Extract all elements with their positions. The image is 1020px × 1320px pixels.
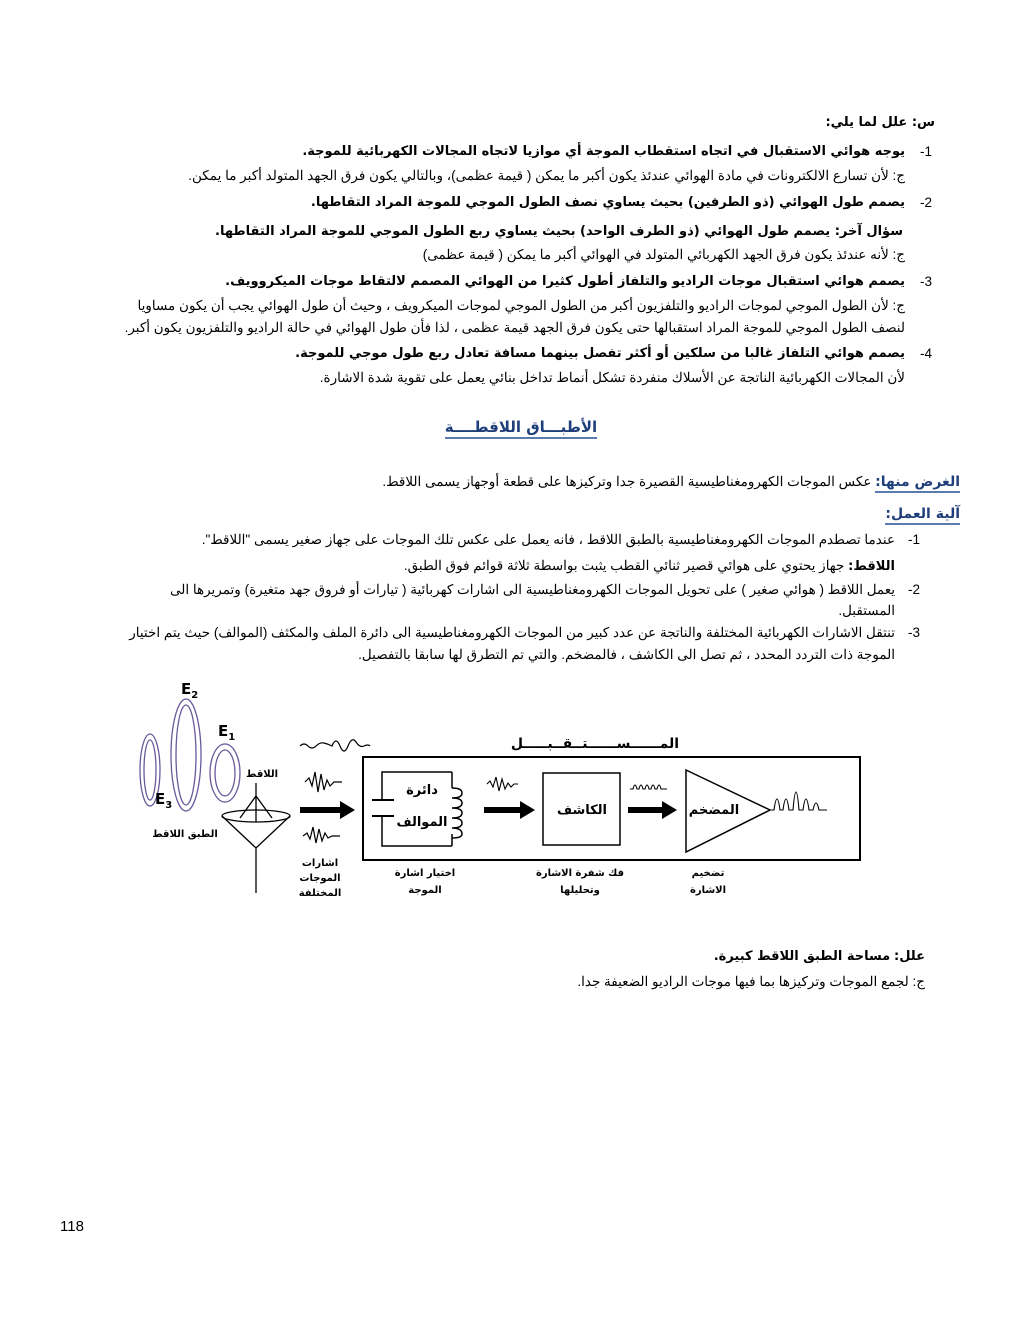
wave-signals-icon <box>300 740 370 843</box>
caption: تضخيم <box>691 868 725 879</box>
step-1: عندما تصطدم الموجات الكهرومغناطيسية بالطبق اللاقط ، فانه يعمل على عكس تلك الموجات على جهاز صغير يسمى "اللاقط". <box>201 532 895 547</box>
receiver-label: اللاقط <box>245 769 279 780</box>
item-number: -2 <box>920 195 933 210</box>
detector-label: الكاشف <box>556 803 608 818</box>
label-e1: $E_1$ <box>218 722 236 743</box>
receiver-box-title: المــــــســــــتــقــبـــــل <box>510 736 680 752</box>
caption: المختلفة <box>298 888 342 899</box>
item-number: -3 <box>920 274 933 289</box>
step-2-line: المستقبل. <box>838 603 895 618</box>
dish-antenna-icon <box>222 783 290 893</box>
step-2-line: يعمل اللاقط ( هوائي صغير ) على تحويل الموجات الكهرومغناطيسية الى اشارات كهربائية ( تيارات أو فروق جهد متغيرة) وتمريرها الى <box>169 582 895 597</box>
question-4: يصمم هوائي التلفاز غالبا من سلكين أو أكثر تفصل بينهما مسافة تعادل ربع طول موجي للموجة. <box>295 346 905 361</box>
answer-3-line: لنصف الطول الموجي للموجة المراد استقبالها حتى يكون فرق الجهد قيمة عظمى ، لذا فأن طول الهوائي في حالة الراديو والتلفزيون يكون أكبر. <box>124 320 905 335</box>
detected-signal-icon <box>630 785 667 789</box>
step-number: -2 <box>908 582 921 597</box>
other-text: يصمم طول الهوائي (ذو الطرف الواحد) بحيث يساوي ربع الطول الموجي للموجة المراد التقاطها. <box>215 224 831 239</box>
heading-rest: : علل لما يلي: <box>825 115 918 130</box>
section-title-text: الأطبـــاق اللاقطــــة <box>445 418 597 439</box>
answer-2: ج: لأنه عندئذ يكون فرق الجهد الكهربائي المتولد في الهوائي أكبر ما يمكن ( قيمة عظمى) <box>422 247 905 262</box>
caption: اختيار اشارة <box>394 868 456 879</box>
answer-4: لأن المجالات الكهربائية الناتجة عن الأسلاك منفردة تشكل أنماط تداخل بنائي يعمل على تقوية شدة الاشارة. <box>319 370 905 385</box>
label-e3: $E_3$ <box>155 790 173 811</box>
final-question <box>714 947 925 966</box>
amplifier-label: المضخم <box>688 803 740 818</box>
question-1: يوجه هوائي الاستقبال في اتجاه استقطاب الموجة أي موازيا لاتجاه المجالات الكهربائية للموجة. <box>302 144 905 159</box>
step-number: -1 <box>908 532 921 547</box>
final-question-label: علل: <box>894 949 925 964</box>
step-3-line: تنتقل الاشارات الكهربائية المختلفة والناتجة عن عدد كبير من الموجات الكهرومغناطيسية الى دائرة الملف والمكثف (الموالف) حيث يتم اختيار <box>129 625 895 640</box>
diagram-captions <box>299 858 726 899</box>
heading-bold: س <box>917 115 935 130</box>
caption: وتحليلها <box>560 885 600 896</box>
purpose-label: الغرض منها: <box>875 474 960 493</box>
dish-label: الطبق اللاقط <box>152 829 218 840</box>
step-number: -3 <box>908 625 921 640</box>
page-number: 118 <box>60 1218 84 1235</box>
question-2: يصمم طول الهوائي (ذو الطرفين) بحيث يساوي نصف الطول الموجي للموجة المراد التقاطها. <box>310 195 905 210</box>
caption: الموجات <box>299 873 341 884</box>
item-number: -1 <box>920 144 933 159</box>
caption: الاشارة <box>689 885 727 896</box>
receiver-def-label: اللاقط: <box>848 559 895 574</box>
step-3-line: الموجة ذات التردد المحدد ، ثم تصل الى الكاشف ، فالمضخم. والتي تم التطرق لها سابقا بالتفصيل. <box>358 647 895 662</box>
mechanism-label: آلية العمل: <box>885 506 960 525</box>
label-e2: $E_2$ <box>181 680 199 701</box>
answer-3-line: ج: لأن الطول الموجي لموجات الراديو والتلفزيون أكبر من الطول الموجي لموجات الميكرويف ، وحيث أن طول الهوائي يجب أن يكون مساويا <box>137 298 905 313</box>
purpose-text: عكس الموجات الكهرومغناطيسية القصيرة جدا وتركيزها على قطعة أوجهاز يسمى اللاقط. <box>382 474 872 489</box>
final-answer: ج: لجمع الموجات وتركيزها بما فيها موجات الراديو الضعيفة جدا. <box>577 974 925 989</box>
tuner-label: دائرة <box>406 783 438 798</box>
item-number: -4 <box>920 346 933 361</box>
final-question-text: مساحة الطبق اللاقط كبيرة. <box>713 949 891 964</box>
receiver-def-text: جهاز يحتوي على هوائي قصير ثنائي القطب يثبت بواسطة ثلاثة قوائم فوق الطبق. <box>403 558 845 573</box>
caption: اشارات <box>301 858 339 869</box>
caption: فك شفرة الاشارة <box>535 868 625 879</box>
caption: الموجة <box>408 885 442 896</box>
answer-1: ج: لأن تسارع الالكترونات في مادة الهوائي عندئذ يكون أكبر ما يمكن ( قيمة عظمى)، وبالتالي يكون فرق الجهد المتولد أكبر ما يمكن. <box>188 168 905 183</box>
selected-wave-icon <box>487 777 518 791</box>
amplified-signal-icon <box>770 792 827 810</box>
tuner-label: الموالف <box>396 815 448 830</box>
other-label: سؤال آخر: <box>834 224 903 239</box>
question-3: يصمم هوائي استقبال موجات الراديو والتلفاز أطول كثيرا من الهوائي المصمم لالتقاط موجات الميكروويف. <box>225 274 905 289</box>
